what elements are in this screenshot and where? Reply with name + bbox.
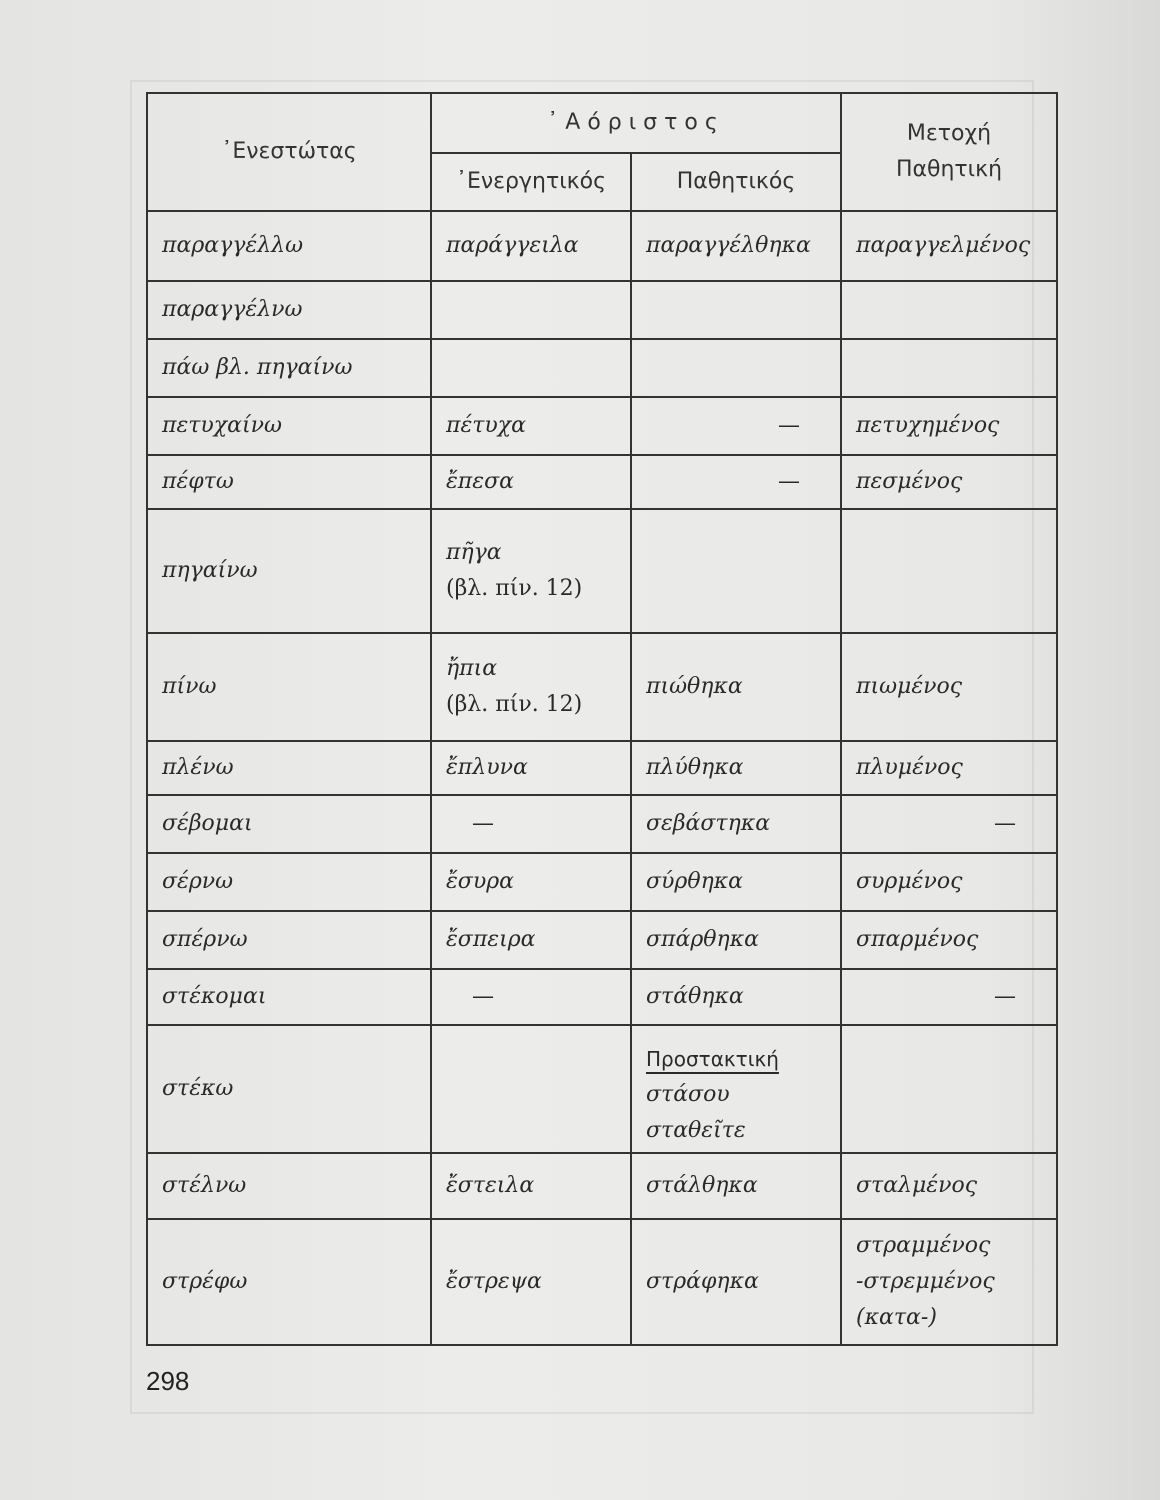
- cell-active: [431, 795, 631, 853]
- cell-present: σέρνω: [147, 853, 431, 911]
- dash: —: [994, 984, 1017, 1009]
- table-row: [147, 969, 1057, 1025]
- cell-active: [431, 281, 631, 339]
- cell-active: [431, 1025, 631, 1153]
- dash: —: [778, 413, 801, 438]
- cell-passive: [631, 281, 841, 339]
- cell-active: ἔσυρα: [431, 853, 631, 911]
- verb-table: [146, 92, 1058, 1346]
- cell-passive: στάθηκα: [631, 969, 841, 1025]
- cell-present: πλένω: [147, 741, 431, 795]
- dash: —: [994, 811, 1017, 836]
- cell-participle: πιωμένος: [841, 633, 1057, 741]
- table-row: [147, 1025, 1057, 1153]
- cell-participle: σπαρμένος: [841, 911, 1057, 969]
- cell-participle: πλυμένος: [841, 741, 1057, 795]
- cell-participle: [841, 1025, 1057, 1153]
- cell-active-form: ἤπια: [446, 656, 498, 681]
- table-row: [147, 339, 1057, 397]
- cell-passive: παραγγέλθηκα: [631, 211, 841, 281]
- cell-present: πηγαίνω: [147, 509, 431, 633]
- table-row: [147, 211, 1057, 281]
- cell-present: σπέρνω: [147, 911, 431, 969]
- table-row: [147, 509, 1057, 633]
- dash: —: [778, 469, 801, 494]
- header-participle: [841, 93, 1057, 211]
- header-active: [431, 153, 631, 211]
- cell-active-note: (βλ. πίν. 12): [446, 692, 583, 717]
- cell-participle: [841, 1219, 1057, 1345]
- cell-present: στρέφω: [147, 1219, 431, 1345]
- table-row: [147, 1219, 1057, 1345]
- table-row: [147, 795, 1057, 853]
- imperative-form-1: στάσου: [646, 1082, 730, 1107]
- cell-present: πίνω: [147, 633, 431, 741]
- cell-present: πάω βλ. πηγαίνω: [147, 339, 431, 397]
- cell-passive: [631, 509, 841, 633]
- table-row: [147, 911, 1057, 969]
- cell-passive: στάλθηκα: [631, 1153, 841, 1219]
- cell-active: παράγγειλα: [431, 211, 631, 281]
- participle-form-3: (κατα-): [856, 1305, 937, 1330]
- cell-passive: [631, 455, 841, 509]
- cell-present: στέκω: [147, 1025, 431, 1153]
- header-passive: [631, 153, 841, 211]
- cell-participle: [841, 969, 1057, 1025]
- table-row: [147, 281, 1057, 339]
- cell-participle: συρμένος: [841, 853, 1057, 911]
- cell-active: πέτυχα: [431, 397, 631, 455]
- cell-participle: πεσμένος: [841, 455, 1057, 509]
- table-row: [147, 741, 1057, 795]
- imperative-label: Προστακτική: [646, 1047, 779, 1071]
- cell-passive: σεβάστηκα: [631, 795, 841, 853]
- cell-passive: στράφηκα: [631, 1219, 841, 1345]
- cell-active: [431, 339, 631, 397]
- cell-participle: πετυχημένος: [841, 397, 1057, 455]
- cell-present: παραγγέλλω: [147, 211, 431, 281]
- table-row: [147, 397, 1057, 455]
- cell-participle: [841, 339, 1057, 397]
- header-active-label: ᾽Ενεργητικός: [455, 169, 607, 194]
- cell-present: στέλνω: [147, 1153, 431, 1219]
- cell-passive: [631, 397, 841, 455]
- cell-participle: σταλμένος: [841, 1153, 1057, 1219]
- cell-passive: σύρθηκα: [631, 853, 841, 911]
- cell-active: ἔπεσα: [431, 455, 631, 509]
- header-present: [147, 93, 431, 211]
- table-row: [147, 455, 1057, 509]
- cell-present: στέκομαι: [147, 969, 431, 1025]
- page-number: 298: [146, 1366, 190, 1396]
- table-row: [147, 853, 1057, 911]
- cell-present: πέφτω: [147, 455, 431, 509]
- header-aorist-label: ᾽Αόριστος: [547, 110, 725, 135]
- table-row: [147, 1153, 1057, 1219]
- cell-passive: σπάρθηκα: [631, 911, 841, 969]
- cell-active-note: (βλ. πίν. 12): [446, 576, 583, 601]
- header-aorist: [431, 93, 841, 153]
- cell-active: ἔσπειρα: [431, 911, 631, 969]
- cell-active: ἔπλυνα: [431, 741, 631, 795]
- cell-active: [431, 633, 631, 741]
- cell-participle: [841, 281, 1057, 339]
- cell-active-form: πῆγα: [446, 540, 502, 565]
- header-participle-line2: Παθητική: [895, 157, 1003, 182]
- cell-active: [431, 509, 631, 633]
- participle-form-2: -στρεμμένος: [856, 1269, 995, 1294]
- header-passive-label: Παθητικός: [676, 169, 796, 194]
- cell-present: παραγγέλνω: [147, 281, 431, 339]
- cell-active: [431, 969, 631, 1025]
- cell-active: ἔστρεψα: [431, 1219, 631, 1345]
- imperative-form-2: σταθεῖτε: [646, 1118, 746, 1143]
- cell-passive: πλύθηκα: [631, 741, 841, 795]
- cell-passive: [631, 339, 841, 397]
- participle-form-1: στραμμένος: [856, 1233, 991, 1258]
- cell-present: σέβομαι: [147, 795, 431, 853]
- dash: —: [472, 811, 494, 836]
- table-row: [147, 633, 1057, 741]
- header-present-label: ᾽Ενεστώτας: [221, 139, 357, 164]
- header-participle-line1: Μετοχή: [906, 121, 992, 146]
- dash: —: [472, 984, 494, 1009]
- cell-active: ἔστειλα: [431, 1153, 631, 1219]
- cell-participle: παραγγελμένος: [841, 211, 1057, 281]
- cell-passive: [631, 1025, 841, 1153]
- cell-present: πετυχαίνω: [147, 397, 431, 455]
- cell-participle: [841, 795, 1057, 853]
- cell-participle: [841, 509, 1057, 633]
- cell-passive: πιώθηκα: [631, 633, 841, 741]
